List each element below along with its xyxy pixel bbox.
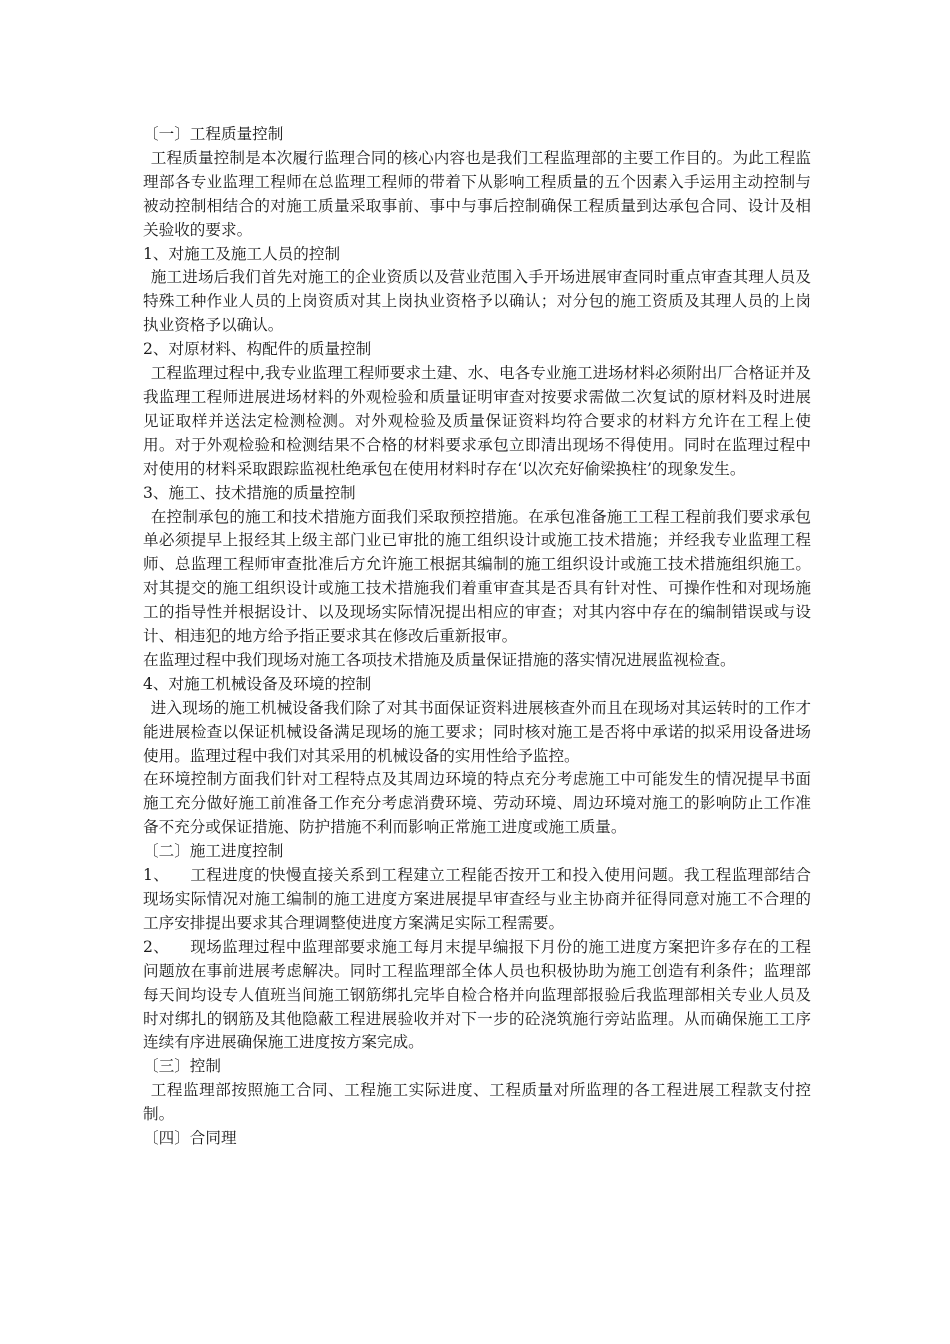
section-heading-quality: 〔一〕工程质量控制 <box>143 125 284 143</box>
paragraph-technical-supervision: 在监理过程中我们现场对施工各项技术措施及质量保证措施的落实情况进展监视检查。 <box>143 650 736 669</box>
paragraph-personnel-control: 施工进场后我们首先对施工的企业资质以及营业范围入手开场进展审查同时重点审查其理人员及特殊工种作业人员的上岗资质对其上岗执业资格予以确认；对分包的施工资质及其理人员的上岗执业资格予以确认。 <box>143 268 811 335</box>
paragraph-schedule-item-1: 1、 工程进度的快慢直接关系到工程建立工程能否按开工和投入使用问题。我工程监理部结合现场实际情况对施工编制的施工进度方案进展提早审查经与业主协商并征得同意对施工不合理的工序安排提出要求其合理调整使进度方案满足实际工程需要。 <box>143 866 811 932</box>
subheading-personnel-control: 1、对施工及施工人员的控制 <box>143 244 341 263</box>
document-body <box>143 123 811 1151</box>
section-heading-contract: 〔四〕合同理 <box>143 1129 237 1148</box>
paragraph-material-control: 工程监理过程中,我专业监理工程师要求土建、水、电各专业施工进场材料必须附出厂合格证并及我监理工程师进展进场材料的外观检验和质量证明审查对按要求需做二次复试的原材料及时进展见证取样并送法定检测检测。对外观检验及质量保证资料均符合要求的材料方允许在工程上使用。对于外观检验和检测结果不合格的材料要求承包立即清出现场不得使用。同时在监理过程中对使用的材料采取跟踪监视杜绝承包在使用材料时存在‘以次充好偷梁换柱’的现象发生。 <box>143 364 811 478</box>
section-heading-control: 〔三〕控制 <box>143 1057 221 1076</box>
subheading-technical-measures: 3、施工、技术措施的质量控制 <box>143 483 356 502</box>
subheading-material-control: 2、对原材料、构配件的质量控制 <box>143 340 372 359</box>
paragraph-quality-intro: 工程质量控制是本次履行监理合同的核心内容也是我们工程监理部的主要工作目的。为此工程监理部各专业监理工程师在总监理工程师的带着下从影响工程质量的五个因素入手运用主动控制与被动控制相结合的对施工质量采取事前、事中与事后控制确保工程质量到达承包合同、设计及相关验收的要求。 <box>143 148 811 239</box>
paragraph-technical-measures: 在控制承包的施工和技术措施方面我们采取预控措施。在承包准备施工工程工程前我们要求承包单必须提早上报经其上级主部门业已审批的施工组织设计或施工技术措施；并经我专业监理工程师、总监理工程师审查批准后方允许施工根据其编制的施工组织设计或施工技术措施组织施工。对其提交的施工组织设计或施工技术措施我们着重审查其是否具有针对性、可操作性和对现场施工的指导性并根据设计、以及现场实际情况提出相应的审查；对其内容中存在的编制错误或与设计、相违犯的地方给予指正要求其在修改后重新报审。 <box>143 507 811 646</box>
paragraph-payment-control: 工程监理部按照施工合同、工程施工实际进度、工程质量对所监理的各工程进展工程款支付控制。 <box>143 1081 811 1124</box>
paragraph-schedule-item-2: 2、 现场监理过程中监理部要求施工每月末提早编报下月份的施工进度方案把许多存在的工程问题放在事前进展考虑解决。同时工程监理部全体人员也积极协助为施工创造有利条件；监理部每天间均设专人值班当间施工钢筋绑扎完毕自检合格并向监理部报验后我监理部相关专业人员及时对绑扎的钢筋及其他隐蔽工程进展验收并对下一步的砼浇筑施行旁站监理。从而确保施工工序连续有序进展确保施工进度按方案完成。 <box>143 937 811 1052</box>
paragraph-machinery-control: 进入现场的施工机械设备我们除了对其书面保证资料进展核查外而且在现场对其运转时的工作才能进展检查以保证机械设备满足现场的施工要求；同时核对施工是否将中承诺的拟采用设备进场使用。监理过程中我们对其采用的机械设备的实用性给予监控。 <box>143 698 811 765</box>
subheading-machinery-environment: 4、对施工机械设备及环境的控制 <box>143 674 372 693</box>
paragraph-environment-control: 在环境控制方面我们针对工程特点及其周边环境的特点充分考虑施工中可能发生的情况提早书面施工充分做好施工前准备工作充分考虑消费环境、劳动环境、周边环境对施工的影响防止工作准备不充分或保证措施、防护措施不利而影响正常施工进度或施工质量。 <box>143 770 811 837</box>
section-heading-schedule: 〔二〕施工进度控制 <box>143 842 284 861</box>
